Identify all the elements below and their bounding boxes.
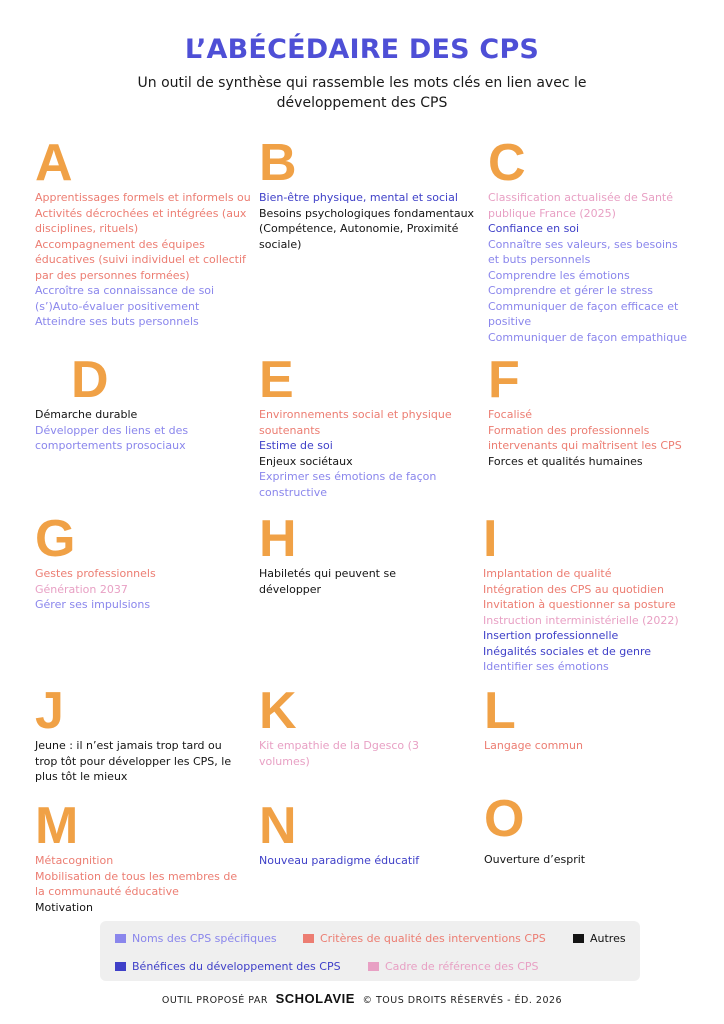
section-b (259, 134, 484, 252)
entry: Classification actualisée de Santé publique France (2025) (488, 191, 673, 220)
section-letter: A (35, 134, 73, 192)
entry: Communiquer de façon efficace et positive (488, 299, 679, 328)
entry: Invitation à questionner sa posture (483, 598, 676, 611)
entry: Jeune : il n’est jamais trop tard ou trop tôt pour développer les CPS, le plus tôt le mieux (35, 739, 232, 783)
section-letter: N (259, 797, 297, 855)
entry: Accompagnement des équipes éducatives (suivi individuel et collectif par des personnes formées) (35, 237, 246, 282)
section-letter: D (71, 351, 109, 409)
entry: Bien-être physique, mental et social (259, 191, 458, 204)
entry: Implantation de qualité (483, 567, 612, 580)
section-letter: C (488, 134, 526, 192)
entry: Mobilisation de tous les membres de la communauté éducative (35, 869, 238, 898)
section-entries (35, 738, 235, 785)
entry: Communiquer de façon empathique (488, 330, 687, 344)
legend-label: Cadre de référence des CPS (385, 960, 539, 973)
legend-swatch (368, 962, 379, 971)
section-f (488, 351, 688, 469)
section-entries (259, 853, 484, 869)
footer (0, 992, 724, 1008)
entry: Enjeux sociétaux (259, 454, 353, 468)
section-letter: E (259, 351, 294, 409)
section-i (483, 510, 688, 675)
section-letter: O (484, 790, 525, 848)
section-letter: I (483, 510, 498, 568)
footer-brand-logo: SCHOLAVIE (275, 991, 355, 1006)
section-letter: K (259, 682, 297, 740)
section-entries (35, 566, 260, 613)
section-entries (259, 566, 409, 597)
footer-copyright: © TOUS DROITS RÉSERVÉS - ÉD. 2026 (362, 995, 563, 1006)
entry: Métacognition (35, 854, 114, 867)
section-letter: G (35, 510, 76, 568)
entry: Estime de soi (259, 439, 333, 452)
section-n (259, 797, 484, 869)
section-g (35, 510, 260, 613)
section-letter: L (484, 682, 516, 740)
section-entries (259, 407, 484, 500)
section-entries (488, 407, 688, 469)
section-letter: J (35, 682, 64, 740)
entry: Identifier ses émotions (483, 660, 609, 673)
section-o (484, 790, 709, 868)
entry: Exprimer ses émotions de façon constructive (259, 470, 437, 499)
section-entries (259, 738, 429, 769)
section-h (259, 510, 409, 597)
entry: Insertion professionnelle (483, 629, 619, 642)
page-title: L’ABÉCÉDAIRE DES CPS (184, 34, 540, 65)
entry: Gérer ses impulsions (35, 598, 151, 611)
section-letter: F (488, 351, 520, 409)
legend-label: Noms des CPS spécifiques (132, 932, 277, 945)
entry: Motivation (35, 900, 93, 914)
section-entries (483, 566, 688, 675)
section-e (259, 351, 484, 500)
entry: Démarche durable (35, 408, 138, 421)
section-entries (484, 852, 709, 868)
entry: Connaître ses valeurs, ses besoins et buts personnels (488, 237, 678, 266)
entry: Kit empathie de la Dgesco (3 volumes) (259, 739, 419, 768)
section-entries (488, 190, 688, 345)
section-letter: B (259, 134, 297, 192)
section-j (35, 682, 235, 785)
entry: Intégration des CPS au quotidien (483, 582, 664, 596)
legend-swatch (303, 934, 314, 943)
section-k (259, 682, 429, 769)
entry: Formation des professionnels intervenants qui maîtrisent les CPS (488, 423, 682, 452)
entry: Habiletés qui peuvent se développer (259, 567, 396, 596)
legend-item-autres (573, 931, 626, 947)
entry: Nouveau paradigme éducatif (259, 854, 420, 867)
section-entries (35, 853, 240, 915)
entry: Gestes professionnels (35, 567, 156, 580)
legend-label: Critères de qualité des interventions CPS (320, 932, 546, 945)
legend-label: Autres (590, 932, 626, 945)
section-entries (259, 190, 484, 252)
section-entries (35, 190, 260, 330)
legend-swatch (115, 962, 126, 971)
section-c (488, 134, 688, 345)
entry: (s’)Auto-évaluer positivement (35, 299, 200, 313)
legend-item-benefices (115, 959, 341, 975)
entry: Forces et qualités humaines (488, 454, 643, 468)
legend-item-cadre (368, 959, 539, 975)
legend (100, 921, 640, 981)
entry: Atteindre ses buts personnels (35, 315, 199, 328)
legend-swatch (573, 934, 584, 943)
entry: Instruction interministérielle (2022) (483, 613, 679, 627)
section-d (35, 351, 260, 454)
legend-item-criteres (303, 931, 546, 947)
legend-label: Bénéfices du développement des CPS (132, 960, 341, 973)
entry: Apprentissages formels et informels ou Activités décrochées et intégrées (aux disciplines, rituels) (35, 191, 251, 235)
entry: Génération 2037 (35, 582, 128, 596)
entry: Confiance en soi (488, 222, 580, 235)
section-entries (35, 407, 260, 454)
footer-prefix: OUTIL PROPOSÉ PAR (161, 995, 269, 1006)
entry: Comprendre et gérer le stress (488, 284, 653, 297)
entry: Développer des liens et des comportements prosociaux (35, 423, 189, 452)
entry: Inégalités sociales et de genre (483, 644, 652, 658)
entry: Focalisé (488, 408, 533, 421)
entry: Langage commun (484, 739, 583, 752)
section-entries (484, 738, 684, 754)
section-a (35, 134, 260, 330)
entry: Environnements social et physique soutenants (259, 408, 452, 437)
entry: Ouverture d’esprit (484, 853, 586, 866)
page-subtitle: Un outil de synthèse qui rassemble les mots clés en lien avec le développement des CPS (137, 75, 587, 111)
section-m (35, 797, 240, 915)
entry: Accroître sa connaissance de soi (35, 284, 215, 297)
entry: Comprendre les émotions (488, 268, 630, 282)
section-letter: M (35, 797, 79, 855)
legend-swatch (115, 934, 126, 943)
section-letter: H (259, 510, 297, 568)
entry: Besoins psychologiques fondamentaux (Compétence, Autonomie, Proximité sociale) (259, 206, 475, 251)
legend-item-noms (115, 931, 277, 947)
section-l (484, 682, 684, 754)
